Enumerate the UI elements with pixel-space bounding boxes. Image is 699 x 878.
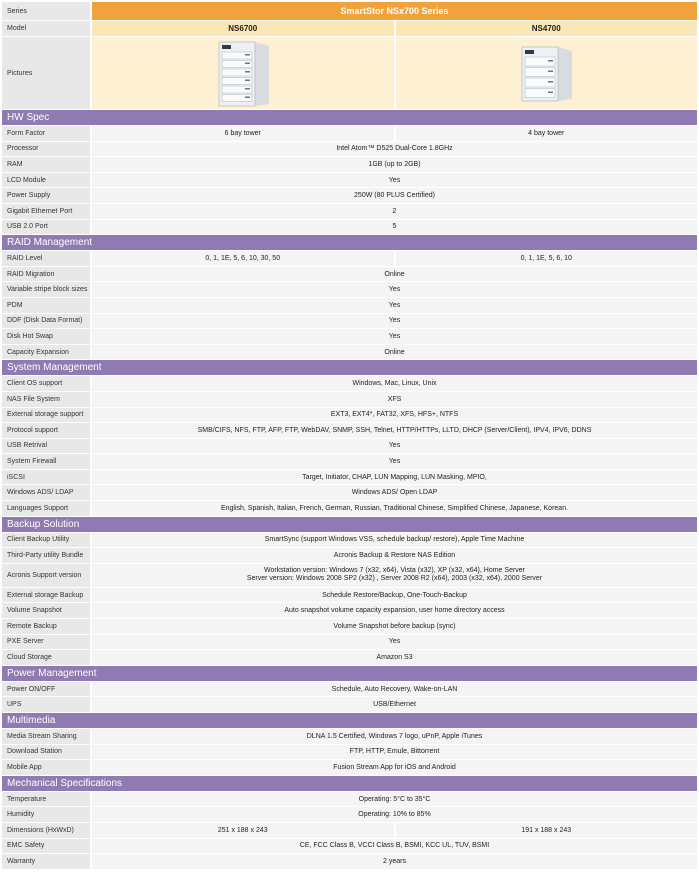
row-label: Dimensions (HxWxD) bbox=[2, 823, 92, 838]
row-value: SmartSync (support Windows VSS, schedule backup/ restore), Apple Time Machine bbox=[92, 533, 697, 548]
row-emc bbox=[2, 839, 697, 855]
row-stripe bbox=[2, 282, 697, 298]
value-ns4700: 191 x 188 x 243 bbox=[394, 823, 698, 838]
row-value: Yes bbox=[92, 314, 697, 329]
row-processor bbox=[2, 142, 697, 158]
row-temperature bbox=[2, 792, 697, 808]
row-label: Temperature bbox=[2, 792, 92, 807]
row-value: 2 years bbox=[92, 854, 697, 869]
pictures-row bbox=[2, 37, 697, 110]
row-value: 1GB (up to 2GB) bbox=[92, 157, 697, 172]
row-value: Online bbox=[92, 267, 697, 282]
row-label: EMC Safety bbox=[2, 839, 92, 854]
row-value: Yes bbox=[92, 635, 697, 650]
row-power-supply bbox=[2, 188, 697, 204]
section-system: System Management bbox=[2, 360, 697, 376]
row-ram bbox=[2, 157, 697, 173]
row-label: Mobile App bbox=[2, 760, 92, 775]
row-label: Download Station bbox=[2, 745, 92, 760]
row-usb-retrieval bbox=[2, 439, 697, 455]
spec-table bbox=[2, 2, 697, 870]
row-label: Languages Support bbox=[2, 501, 92, 516]
row-label: Media Stream Sharing bbox=[2, 729, 92, 744]
row-value: Volume Snapshot before backup (sync) bbox=[92, 619, 697, 634]
row-label: iSCSI bbox=[2, 470, 92, 485]
row-value: Online bbox=[92, 345, 697, 360]
row-value: Auto snapshot volume capacity expansion, user home directory access bbox=[92, 603, 697, 618]
row-download bbox=[2, 745, 697, 761]
row-label: PDM bbox=[2, 298, 92, 313]
row-value: Windows ADS/ Open LDAP bbox=[92, 485, 697, 500]
row-value: Yes bbox=[92, 173, 697, 188]
row-value: Operating: 5°C to 35°C bbox=[92, 792, 697, 807]
row-value: 250W (80 PLUS Certified) bbox=[92, 188, 697, 203]
row-value: 2 bbox=[92, 204, 697, 219]
row-label: External storage Backup bbox=[2, 588, 92, 603]
row-label: UPS bbox=[2, 697, 92, 712]
section-raid: RAID Management bbox=[2, 235, 697, 251]
row-label: System Firewall bbox=[2, 454, 92, 469]
row-label: Processor bbox=[2, 142, 92, 157]
row-label: Windows ADS/ LDAP bbox=[2, 485, 92, 500]
row-label: DDF (Disk Data Format) bbox=[2, 314, 92, 329]
row-ads bbox=[2, 485, 697, 501]
row-label: NAS File System bbox=[2, 392, 92, 407]
row-value: FTP, HTTP, Emule, Bittorrent bbox=[92, 745, 697, 760]
row-client-backup bbox=[2, 533, 697, 549]
value-ns6700: 6 bay tower bbox=[92, 126, 394, 141]
row-label: PXE Server bbox=[2, 635, 92, 650]
value-ns6700: 251 x 188 x 243 bbox=[92, 823, 394, 838]
row-capacity-expansion bbox=[2, 345, 697, 361]
row-value: Yes bbox=[92, 298, 697, 313]
section-multimedia: Multimedia bbox=[2, 713, 697, 729]
row-pxe bbox=[2, 635, 697, 651]
row-form-factor bbox=[2, 126, 697, 142]
row-label: Warranty bbox=[2, 854, 92, 869]
row-ext-backup bbox=[2, 588, 697, 604]
value-ns4700: 4 bay tower bbox=[394, 126, 698, 141]
row-value: Yes bbox=[92, 454, 697, 469]
row-ext-storage bbox=[2, 408, 697, 424]
row-iscsi bbox=[2, 470, 697, 486]
row-label: Volume Snapshot bbox=[2, 603, 92, 618]
row-remote-backup bbox=[2, 619, 697, 635]
row-media-stream bbox=[2, 729, 697, 745]
row-label: Variable stripe block sizes bbox=[2, 282, 92, 297]
row-label: Remote Backup bbox=[2, 619, 92, 634]
row-value: English, Spanish, Italian, French, German, Russian, Traditional Chinese, Simplified Chinese, Japanese, Korean. bbox=[92, 501, 697, 516]
row-value: 5 bbox=[92, 220, 697, 235]
model-ns6700: NS6700 bbox=[92, 21, 394, 36]
value-ns6700: 0, 1, 1E, 5, 6, 10, 30, 50 bbox=[92, 251, 394, 266]
row-hot-swap bbox=[2, 329, 697, 345]
row-warranty bbox=[2, 854, 697, 870]
row-label: Form Factor bbox=[2, 126, 92, 141]
model-ns4700: NS4700 bbox=[394, 21, 698, 36]
row-humidity bbox=[2, 807, 697, 823]
row-value: DLNA 1.5 Certified, Windows 7 logo, uPnP, Apple iTunes bbox=[92, 729, 697, 744]
model-label: Model bbox=[2, 21, 92, 36]
nas-6bay-image bbox=[215, 38, 271, 108]
acronis-server: Server version: Windows 2008 SP2 (x32) , Server 2008 R2 (x64), 2003 (x32, x64), 2000 Server bbox=[246, 575, 543, 583]
row-usb bbox=[2, 220, 697, 236]
section-hw-spec: HW Spec bbox=[2, 110, 697, 126]
series-value: SmartStor NSx700 Series bbox=[92, 2, 697, 20]
row-value: USB/Ethernet bbox=[92, 697, 697, 712]
row-label: Power ON/OFF bbox=[2, 682, 92, 697]
row-value: Acronis Backup & Restore NAS Edition bbox=[92, 548, 697, 563]
row-ddf bbox=[2, 314, 697, 330]
model-row bbox=[2, 21, 697, 37]
row-label: USB 2.0 Port bbox=[2, 220, 92, 235]
row-label: Humidity bbox=[2, 807, 92, 822]
row-label: RAID Level bbox=[2, 251, 92, 266]
row-dimensions bbox=[2, 823, 697, 839]
row-power-onoff bbox=[2, 682, 697, 698]
row-label: Protocol support bbox=[2, 423, 92, 438]
row-nas-fs bbox=[2, 392, 697, 408]
row-raid-migration bbox=[2, 267, 697, 283]
value-ns4700: 0, 1, 1E, 5, 6, 10 bbox=[394, 251, 698, 266]
row-cloud bbox=[2, 650, 697, 666]
row-languages bbox=[2, 501, 697, 517]
nas-4bay-image bbox=[518, 43, 574, 103]
row-value: Operating: 10% to 85% bbox=[92, 807, 697, 822]
row-label: Cloud Storage bbox=[2, 650, 92, 665]
row-value: Target, Initiator, CHAP, LUN Mapping, LUN Masking, MPIO, bbox=[92, 470, 697, 485]
row-value: Intel Atom™ D525 Dual-Core 1.8GHz bbox=[92, 142, 697, 157]
row-protocol bbox=[2, 423, 697, 439]
row-label: LCD Module bbox=[2, 173, 92, 188]
series-row bbox=[2, 2, 697, 21]
ns6700-picture bbox=[92, 37, 394, 109]
row-value: Yes bbox=[92, 439, 697, 454]
row-value: EXT3, EXT4*, FAT32, XFS, HFS+, NTFS bbox=[92, 408, 697, 423]
row-label: Acronis Support version bbox=[2, 564, 92, 587]
series-label: Series bbox=[2, 2, 92, 20]
row-label: RAM bbox=[2, 157, 92, 172]
row-label: External storage support bbox=[2, 408, 92, 423]
row-value: SMB/CIFS, NFS, FTP, AFP, FTP, WebDAV, SNMP, SSH, Telnet, HTTP/HTTPs, LLTD, DHCP (Server/Client), IPV4, IPV6, DDNS bbox=[92, 423, 697, 438]
row-snapshot bbox=[2, 603, 697, 619]
row-value: XFS bbox=[92, 392, 697, 407]
acronis-workstation: Workstation version: Windows 7 (x32, x64), Vista (x32), XP (x32, x64), Home Server bbox=[263, 567, 526, 575]
row-ups bbox=[2, 697, 697, 713]
row-value: Yes bbox=[92, 329, 697, 344]
row-mobile bbox=[2, 760, 697, 776]
row-label: Client OS support bbox=[2, 376, 92, 391]
row-third-party bbox=[2, 548, 697, 564]
ns4700-picture bbox=[394, 37, 698, 109]
row-value: CE, FCC Class B, VCCI Class B, BSMI, KCC UL, TUV, BSMI bbox=[92, 839, 697, 854]
row-value: Schedule, Auto Recovery, Wake-on-LAN bbox=[92, 682, 697, 697]
row-value: Amazon S3 bbox=[92, 650, 697, 665]
row-value: Windows, Mac, Linux, Unix bbox=[92, 376, 697, 391]
row-label: USB Retrival bbox=[2, 439, 92, 454]
row-client-os bbox=[2, 376, 697, 392]
row-label: Disk Hot Swap bbox=[2, 329, 92, 344]
section-mechanical: Mechanical Specifications bbox=[2, 776, 697, 792]
row-firewall bbox=[2, 454, 697, 470]
section-backup: Backup Solution bbox=[2, 517, 697, 533]
row-label: Power Supply bbox=[2, 188, 92, 203]
section-power: Power Management bbox=[2, 666, 697, 682]
row-value: Yes bbox=[92, 282, 697, 297]
pictures-label: Pictures bbox=[2, 37, 92, 109]
row-value: Fusion Stream App for iOS and Android bbox=[92, 760, 697, 775]
row-label: Client Backup Utility bbox=[2, 533, 92, 548]
row-label: Third-Party utility Bundle bbox=[2, 548, 92, 563]
row-value: Schedule Restore/Backup, One-Touch-Backup bbox=[92, 588, 697, 603]
row-raid-level bbox=[2, 251, 697, 267]
row-acronis bbox=[2, 564, 697, 588]
row-pdm bbox=[2, 298, 697, 314]
row-label: RAID Migration bbox=[2, 267, 92, 282]
row-label: Capacity Expansion bbox=[2, 345, 92, 360]
row-gigabit bbox=[2, 204, 697, 220]
row-label: Gigabit Ethernet Port bbox=[2, 204, 92, 219]
row-value bbox=[92, 564, 697, 587]
row-lcd bbox=[2, 173, 697, 189]
